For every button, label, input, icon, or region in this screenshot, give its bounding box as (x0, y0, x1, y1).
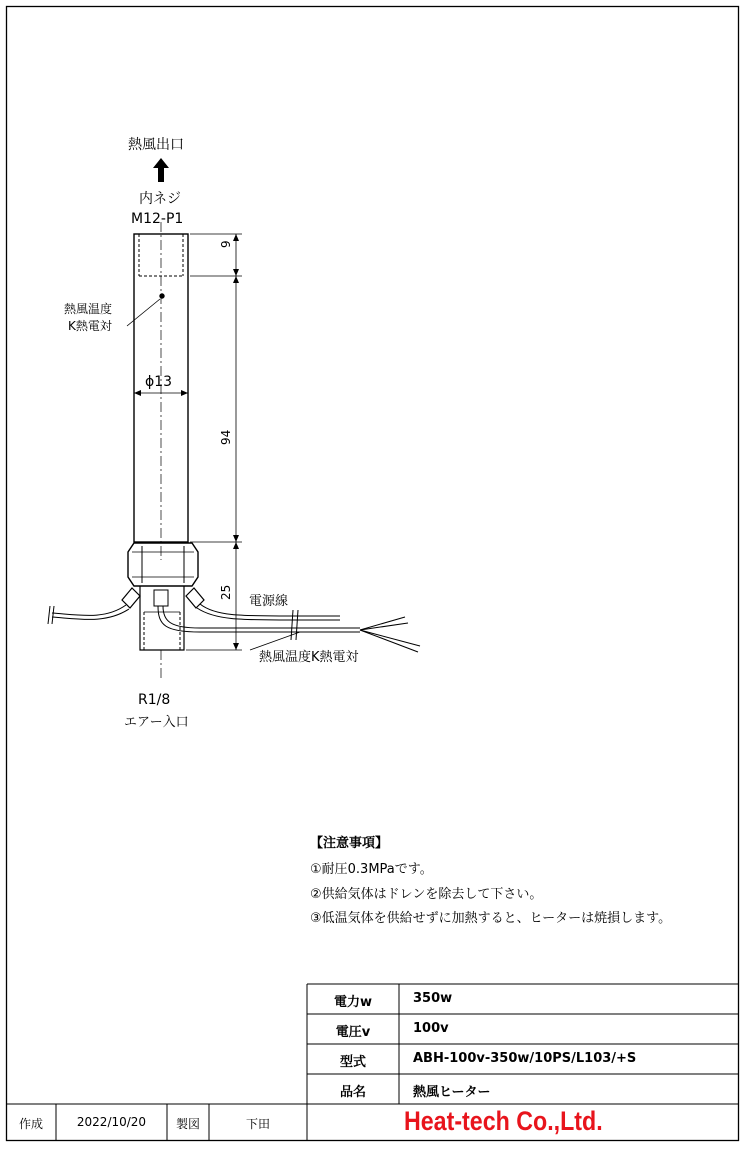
note-item-2: ②供給気体はドレンを除去して下さい。 (310, 887, 543, 902)
dim-body-label: 94 (219, 429, 233, 445)
power-line-label: 電源線 (249, 594, 289, 609)
spec-label-product: 品名 (339, 1085, 366, 1100)
hex-nut (128, 543, 198, 586)
dim-top-label: 9 (219, 240, 233, 248)
outlet-arrow-icon (153, 158, 169, 182)
spec-label-model: 型式 (339, 1055, 366, 1070)
thread-spec-label: M12-P1 (131, 211, 184, 227)
spec-label-voltage: 電圧v (335, 1025, 371, 1040)
air-inlet-label: エアー入口 (124, 715, 189, 730)
sheet-border (7, 7, 739, 1141)
inlet-thread-label: R1/8 (138, 692, 171, 708)
notes-title: 【注意事項】 (310, 836, 389, 851)
wire-glands (122, 588, 204, 608)
dim-base-label: 25 (219, 584, 233, 600)
note-item-3: ③低温気体を供給せずに加熱すると、ヒーターは焼損します。 (310, 911, 672, 926)
spec-value-product: 熱風ヒーター (413, 1085, 491, 1100)
thermocouple-label-1: 熱風温度 (64, 302, 113, 316)
company-logo: Heat-tech Co.,Ltd. (404, 1106, 603, 1136)
drawer-name: 下田 (245, 1117, 270, 1131)
hot-air-outlet-label: 熱風出口 (128, 137, 184, 153)
diameter-label: ϕ13 (145, 374, 173, 390)
heater-tube (127, 222, 188, 560)
made-label: 作成 (18, 1117, 43, 1131)
thermocouple-lead-label: 熱風温度K熱電対 (259, 650, 359, 665)
thermocouple-label-2: K熱電対 (68, 319, 112, 333)
drawn-label: 製図 (175, 1117, 200, 1131)
spec-value-voltage: 100v (413, 1021, 449, 1036)
inner-thread-label: 内ネジ (139, 191, 181, 207)
spec-value-power: 350w (413, 991, 453, 1006)
note-item-1: ①耐圧0.3MPaです。 (310, 862, 433, 877)
spec-value-model: ABH-100v-350w/10PS/L103/+S (413, 1051, 637, 1066)
base-fitting (140, 586, 184, 678)
spec-label-power: 電力w (333, 995, 372, 1010)
date-value: 2022/10/20 (76, 1115, 147, 1129)
